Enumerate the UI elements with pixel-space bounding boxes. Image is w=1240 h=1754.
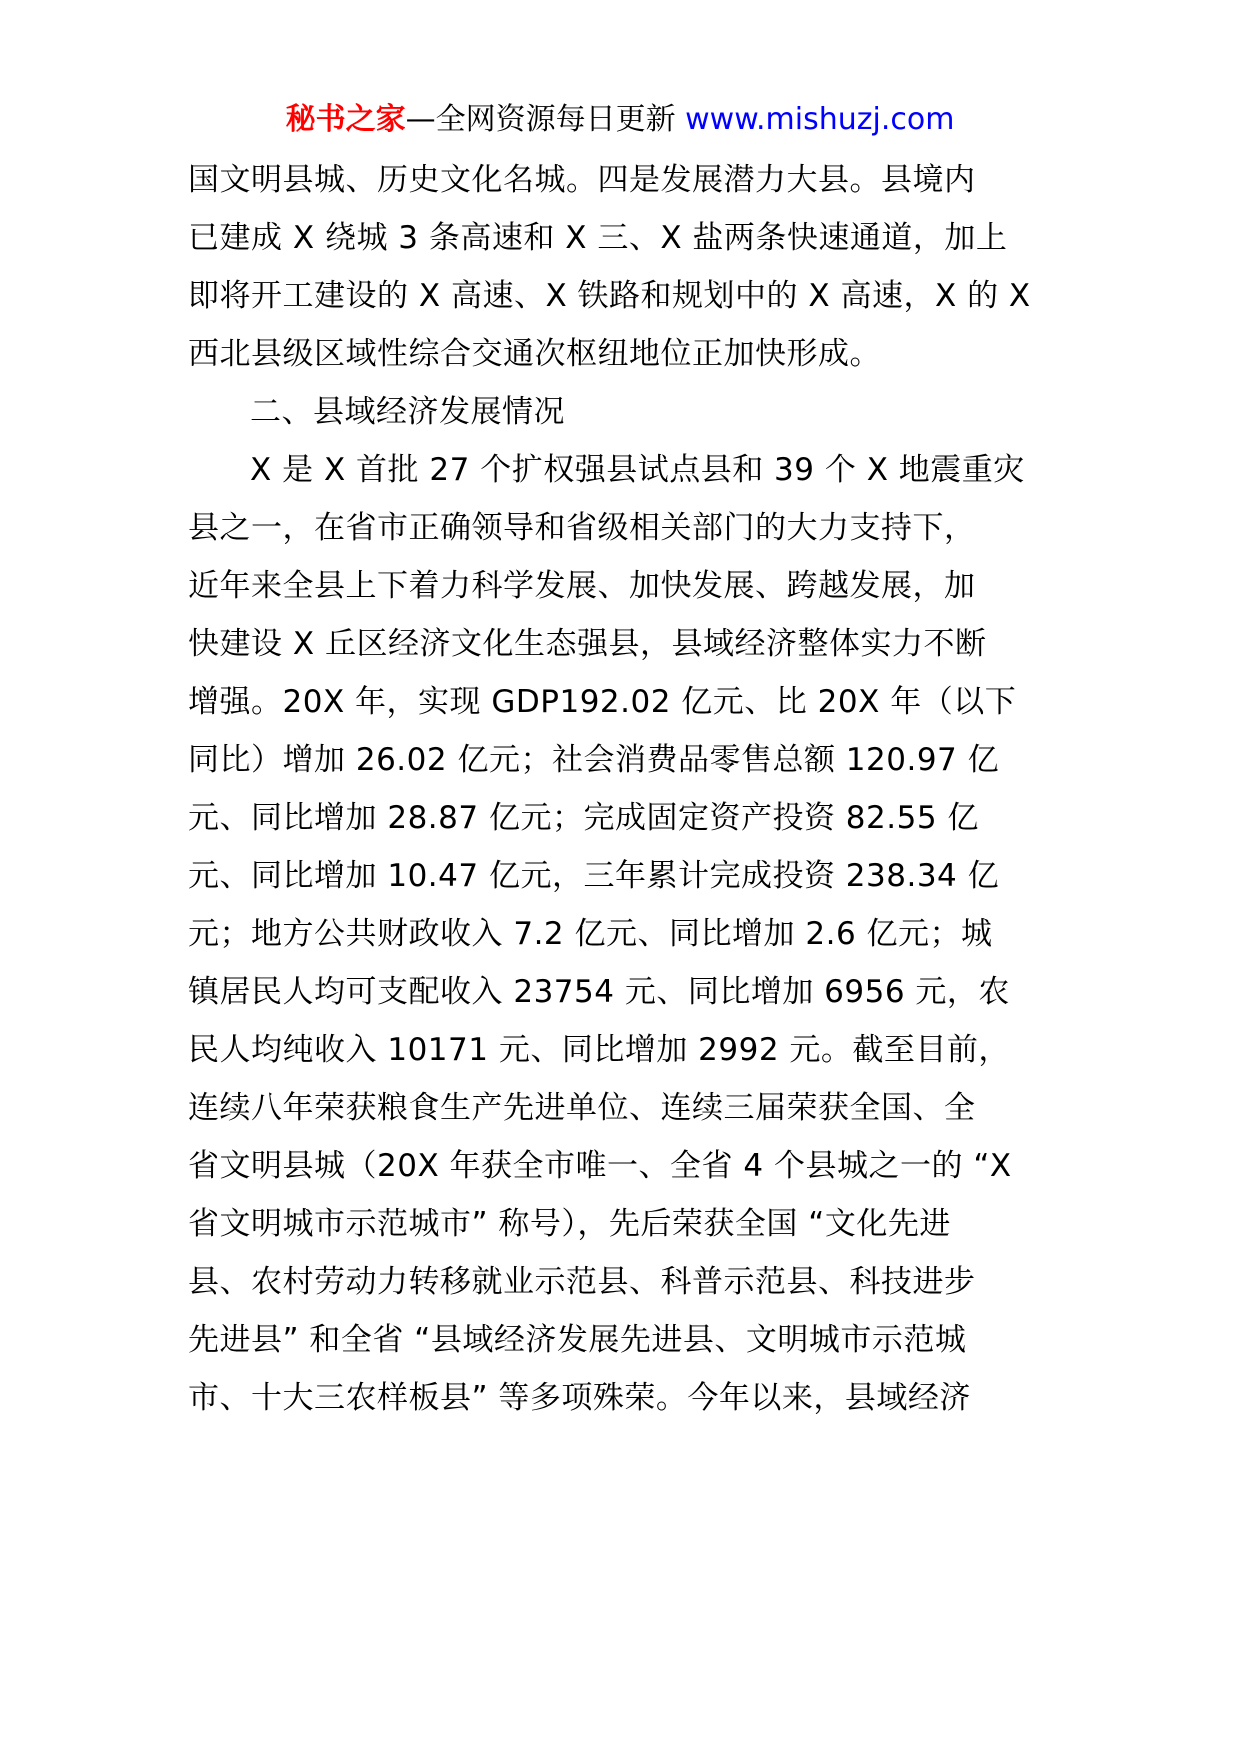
text-line: 民人均纯收入 10171 元、同比增加 2992 元。截至目前， xyxy=(188,1032,1010,1068)
text-line: 已建成 X 绕城 3 条高速和 X 三、X 盐两条快速通道，加上 xyxy=(188,220,1008,256)
text-line: 同比）增加 26.02 亿元；社会消费品零售总额 120.97 亿 xyxy=(188,742,1000,778)
text-line: 连续八年荣获粮食生产先进单位、连续三届荣获全国、全 xyxy=(188,1090,976,1126)
text-line: 国文明县城、历史文化名城。四是发展潜力大县。县境内 xyxy=(188,162,976,198)
header-tagline: —全网资源每日更新 xyxy=(405,102,686,137)
text-line: 近年来全县上下着力科学发展、加快发展、跨越发展，加 xyxy=(188,568,976,604)
site-url-link[interactable]: www.mishuzj.com xyxy=(685,102,955,137)
section-heading: 二、县域经济发展情况 xyxy=(250,394,565,430)
text-line: 省文明县城（20X 年获全市唯一、全省 4 个县城之一的 “X xyxy=(188,1148,1012,1184)
site-header xyxy=(0,100,1240,140)
paragraph-first-line: X 是 X 首批 27 个扩权强县试点县和 39 个 X 地震重灾 xyxy=(250,452,1025,488)
text-line: 县、农村劳动力转移就业示范县、科普示范县、科技进步 xyxy=(188,1264,976,1300)
text-line: 先进县” 和全省 “县域经济发展先进县、文明城市示范城 xyxy=(188,1322,967,1358)
text-line: 即将开工建设的 X 高速、X 铁路和规划中的 X 高速，X 的 X xyxy=(188,278,1031,314)
text-line: 市、十大三农样板县” 等多项殊荣。今年以来，县域经济 xyxy=(188,1380,971,1416)
text-line: 省文明城市示范城市” 称号），先后荣获全国 “文化先进 xyxy=(188,1206,951,1242)
text-line: 县之一，在省市正确领导和省级相关部门的大力支持下， xyxy=(188,510,976,546)
brand-name: 秘书之家 xyxy=(285,102,406,137)
text-line: 元；地方公共财政收入 7.2 亿元、同比增加 2.6 亿元；城 xyxy=(188,916,993,952)
text-line: 快建设 X 丘区经济文化生态强县，县域经济整体实力不断 xyxy=(188,626,987,662)
text-line: 元、同比增加 10.47 亿元，三年累计完成投资 238.34 亿 xyxy=(188,858,1000,894)
text-line: 元、同比增加 28.87 亿元；完成固定资产投资 82.55 亿 xyxy=(188,800,979,836)
text-line: 西北县级区域性综合交通次枢纽地位正加快形成。 xyxy=(188,336,881,372)
text-line: 增强。20X 年，实现 GDP192.02 亿元、比 20X 年（以下 xyxy=(188,684,1017,720)
text-line: 镇居民人均可支配收入 23754 元、同比增加 6956 元，农 xyxy=(188,974,1010,1010)
